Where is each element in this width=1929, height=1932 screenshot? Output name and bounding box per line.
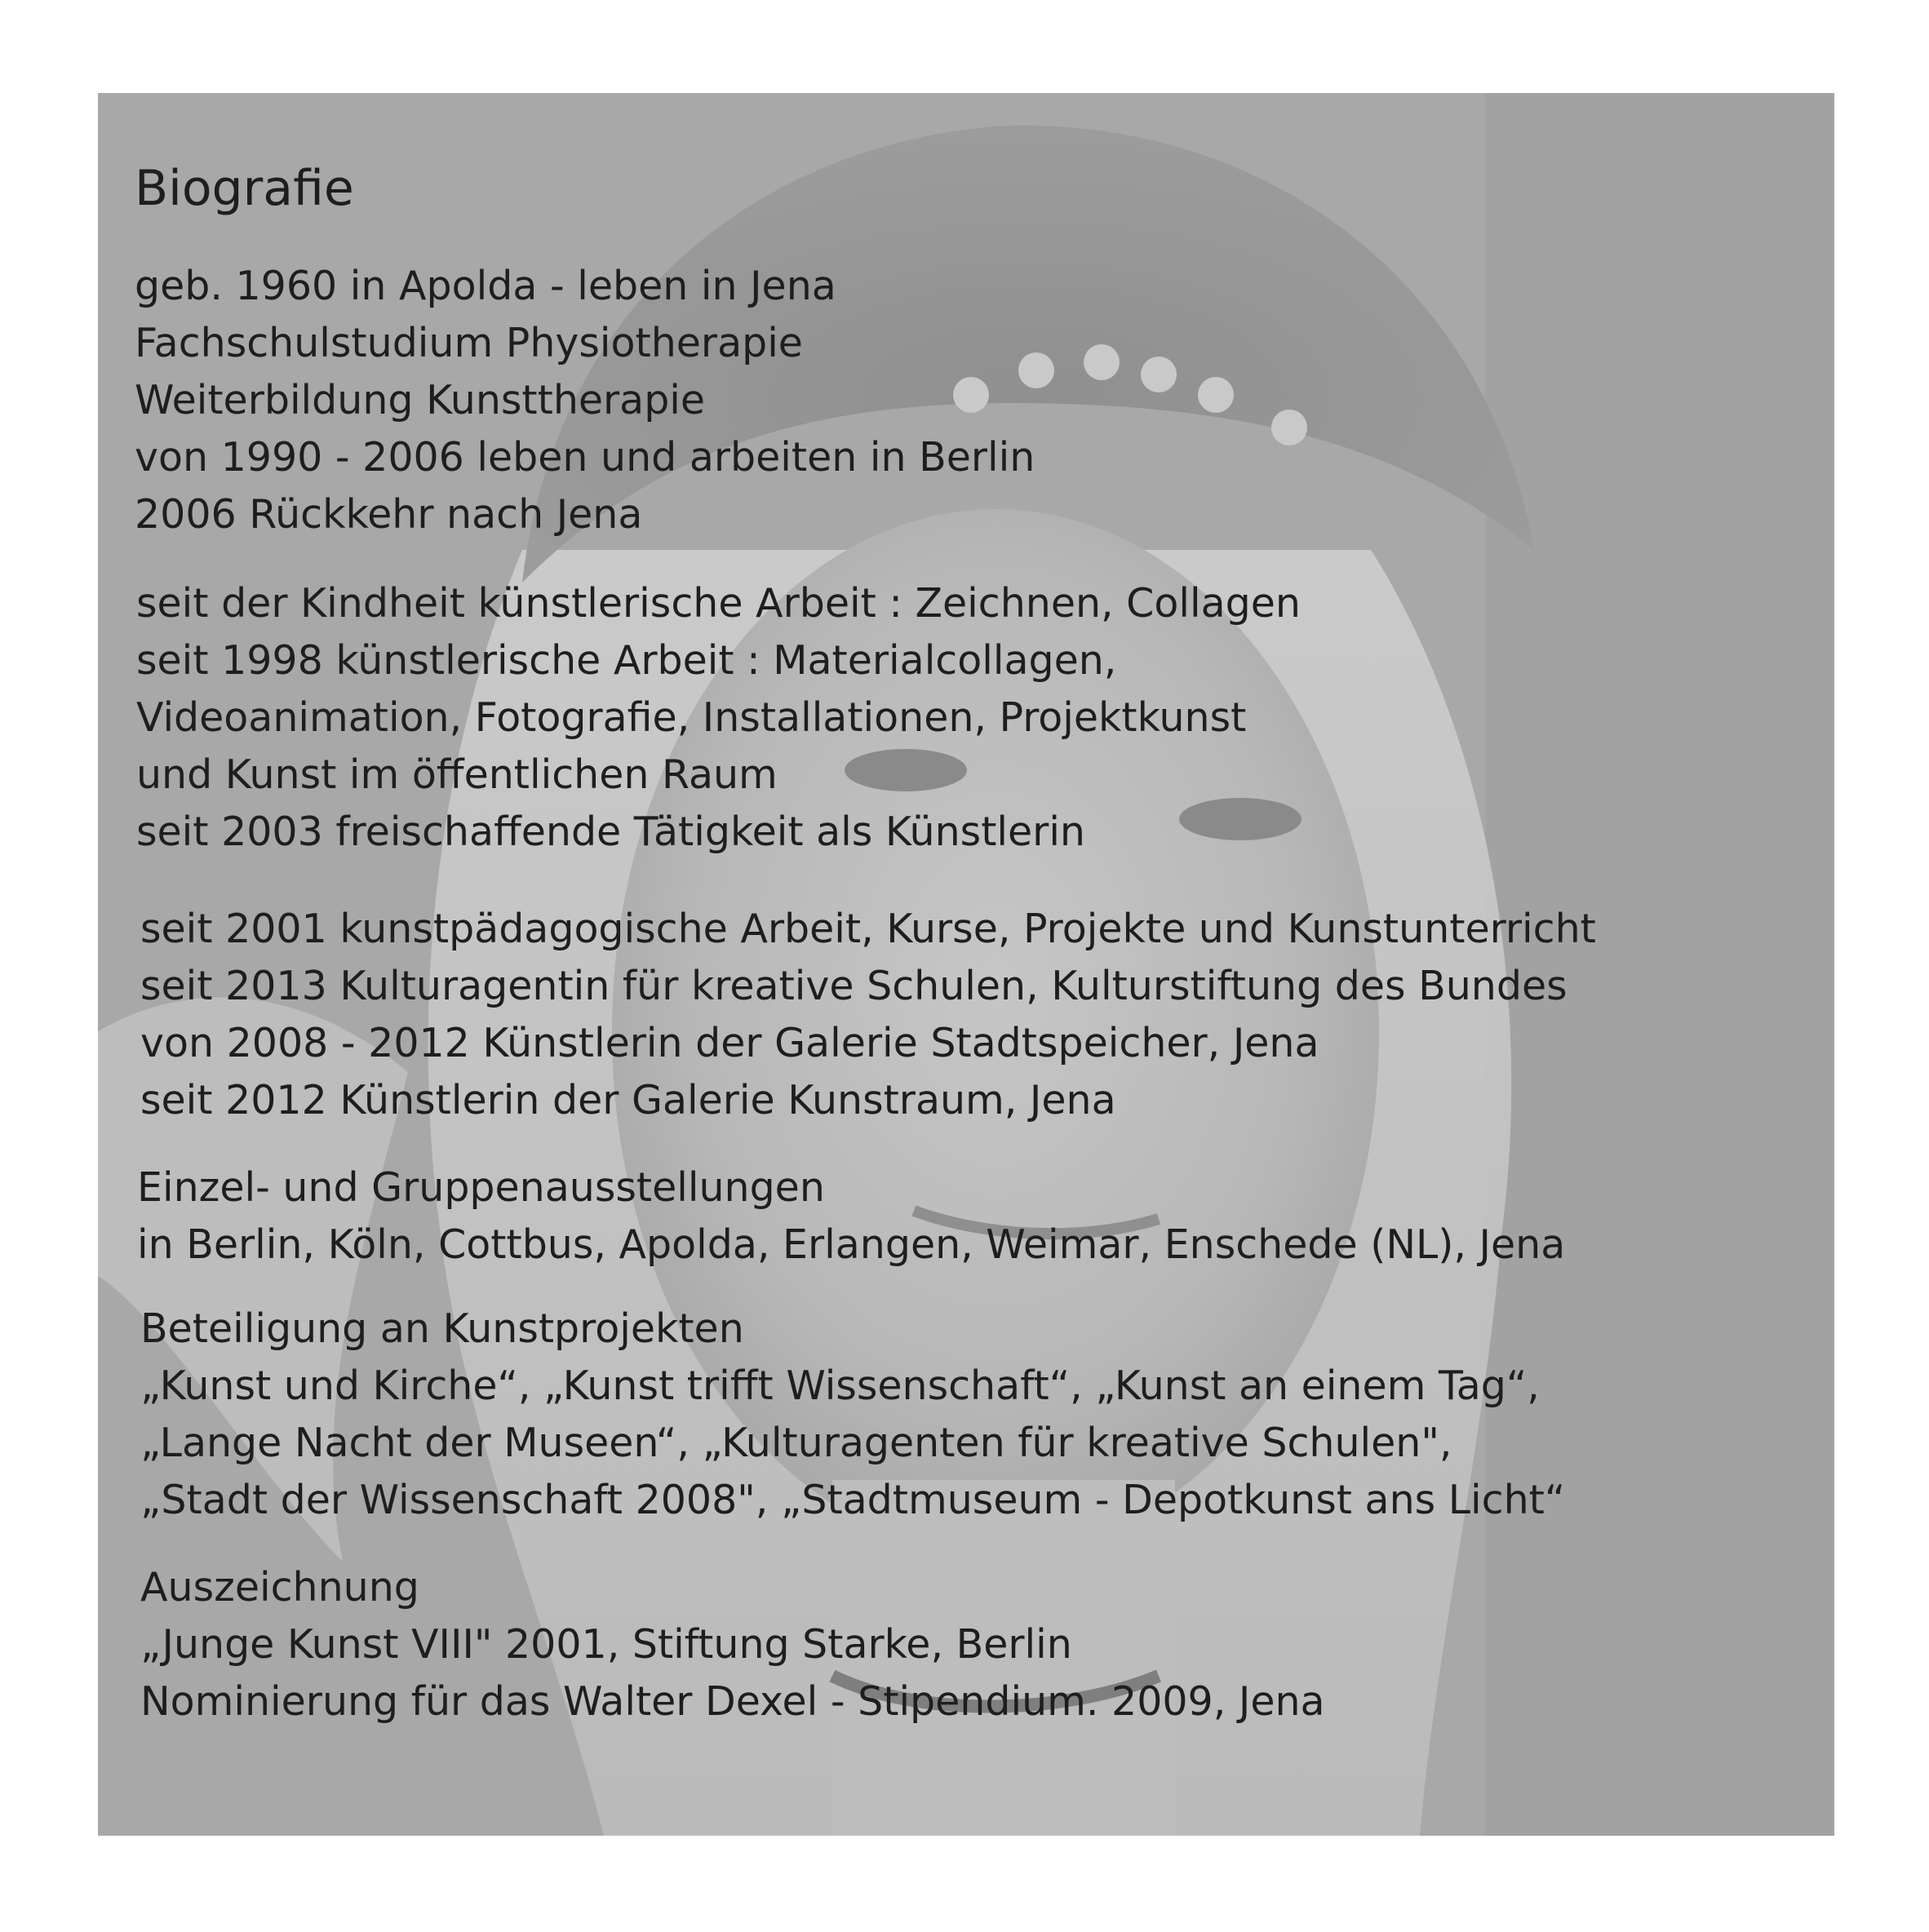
section-pedagogy — [140, 901, 1596, 1129]
page-title: Biografie — [135, 160, 354, 217]
bio-line: und Kunst im öffentlichen Raum — [136, 751, 778, 798]
section-art-projects — [140, 1301, 1565, 1529]
bio-line: in Berlin, Köln, Cottbus, Apolda, Erlangen, Weimar, Enschede (NL), Jena — [137, 1221, 1566, 1268]
bio-line: Fachschulstudium Physiotherapie — [135, 320, 803, 366]
bio-line: Nominierung für das Walter Dexel - Stipendium. 2009, Jena — [140, 1678, 1325, 1725]
bio-line: Videoanimation, Fotografie, Installationen, Projektkunst — [136, 694, 1247, 741]
bio-line: seit 2001 kunstpädagogische Arbeit, Kurse, Projekte und Kunstunterricht — [140, 906, 1596, 952]
section-exhibitions — [137, 1159, 1565, 1274]
section-personal — [135, 258, 1035, 543]
bio-line: seit 2012 Künstlerin der Galerie Kunstraum, Jena — [140, 1077, 1116, 1123]
bio-line: geb. 1960 in Apolda - leben in Jena — [135, 263, 836, 309]
bio-line: seit der Kindheit künstlerische Arbeit : Zeichnen, Collagen — [136, 580, 1301, 627]
section-awards — [140, 1559, 1325, 1730]
biography-text — [98, 93, 1834, 1836]
bio-line: Beteiligung an Kunstprojekten — [140, 1305, 744, 1352]
bio-line: „Junge Kunst VIII" 2001, Stiftung Starke, Berlin — [140, 1621, 1072, 1668]
bio-line: seit 2003 freischaffende Tätigkeit als Künstlerin — [136, 809, 1085, 855]
bio-line: von 2008 - 2012 Künstlerin der Galerie Stadtspeicher, Jena — [140, 1020, 1319, 1066]
bio-line: von 1990 - 2006 leben und arbeiten in Berlin — [135, 434, 1035, 481]
bio-line: seit 2013 Kulturagentin für kreative Schulen, Kulturstiftung des Bundes — [140, 963, 1568, 1009]
section-artistic-work — [136, 575, 1301, 861]
bio-line: Auszeichnung — [140, 1564, 419, 1611]
bio-line: „Lange Nacht der Museen“, „Kulturagenten für kreative Schulen", — [140, 1420, 1452, 1466]
bio-line: Einzel- und Gruppenausstellungen — [137, 1164, 825, 1211]
bio-line: „Stadt der Wissenschaft 2008", „Stadtmuseum - Depotkunst ans Licht“ — [140, 1477, 1566, 1523]
bio-line: „Kunst und Kirche“, „Kunst trifft Wissenschaft“, „Kunst an einem Tag“, — [140, 1363, 1540, 1409]
bio-line: 2006 Rückkehr nach Jena — [135, 491, 643, 538]
bio-line: Weiterbildung Kunsttherapie — [135, 377, 706, 423]
bio-line: seit 1998 künstlerische Arbeit : Materialcollagen, — [136, 637, 1117, 684]
biography-panel — [98, 93, 1834, 1836]
